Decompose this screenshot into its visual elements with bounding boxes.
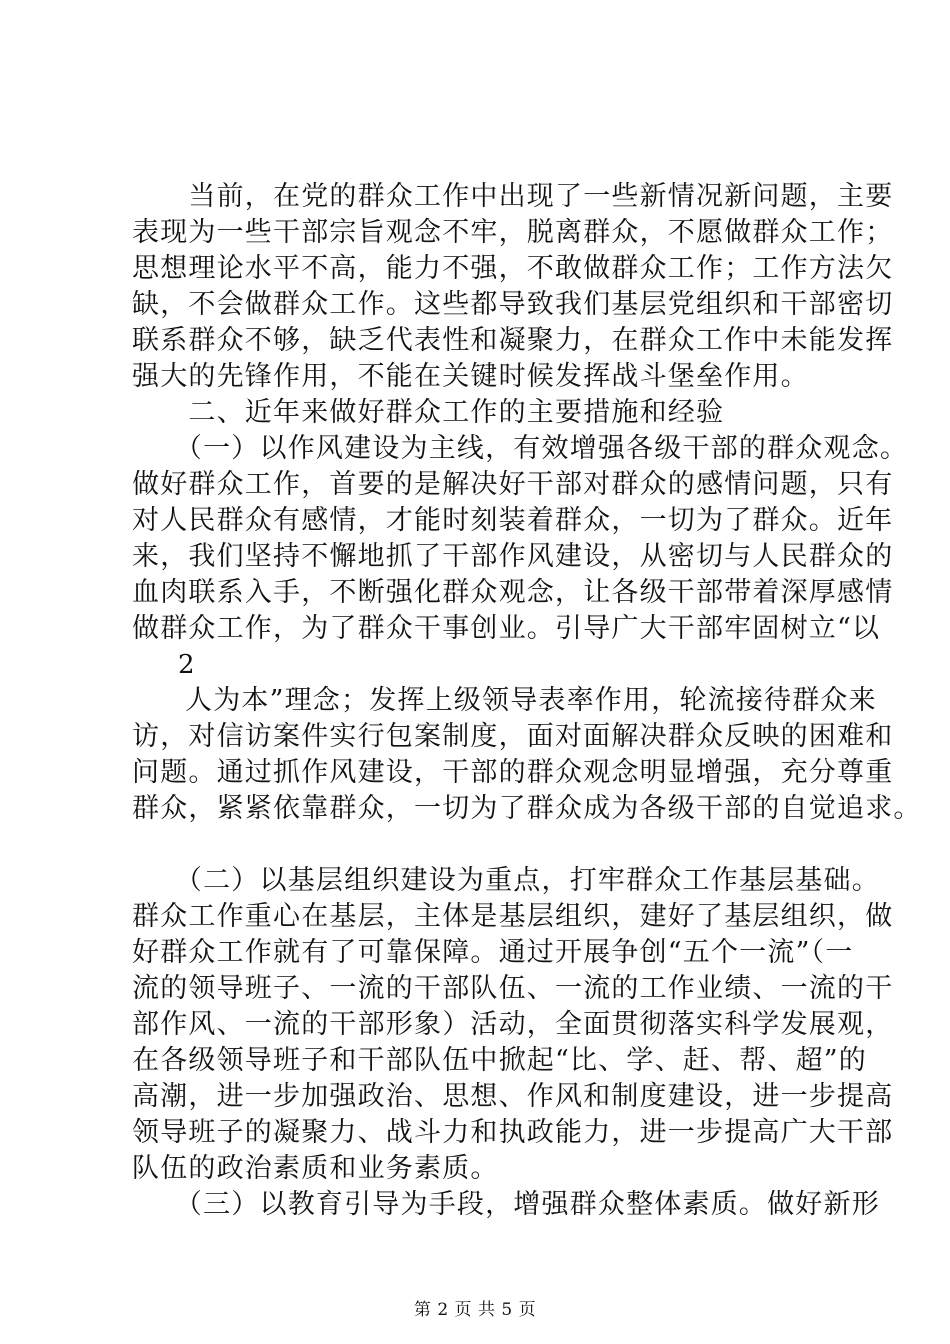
paragraph-line: 缺，不会做群众工作。这些都导致我们基层党组织和干部密切 [132, 289, 894, 320]
paragraph-line: 来，我们坚持不懈地抓了干部作风建设，从密切与人民群众的 [132, 541, 894, 572]
paragraph-line: 领导班子的凝聚力、战斗力和执政能力，进一步提高广大干部 [132, 1117, 894, 1148]
section-heading: 二、近年来做好群众工作的主要措施和经验 [132, 397, 725, 428]
paragraph-line: 在各级领导班子和干部队伍中掀起“比、学、赶、帮、超”的 [132, 1045, 868, 1076]
paragraph-line: （二）以基层组织建设为重点，打牢群众工作基层基础。 [132, 865, 880, 896]
page-footer: 第 2 页 共 5 页 [413, 1300, 537, 1320]
paragraph-line: 好群众工作就有了可靠保障。通过开展争创“五个一流”（一 [132, 937, 854, 968]
page-break-marker: 2 [178, 650, 195, 680]
paragraph-line: 队伍的政治素质和业务素质。 [132, 1153, 499, 1184]
paragraph-line: （一）以作风建设为主线，有效增强各级干部的群众观念。 [132, 433, 909, 464]
paragraph-line: 高潮，进一步加强政治、思想、作风和制度建设，进一步提高 [132, 1081, 894, 1112]
paragraph-line: 血肉联系入手，不断强化群众观念，让各级干部带着深厚感情 [132, 577, 894, 608]
paragraph-line: 做群众工作，为了群众干事创业。引导广大干部牢固树立“以 [132, 613, 881, 644]
paragraph-line: 强大的先锋作用，不能在关键时候发挥战斗堡垒作用。 [132, 361, 809, 392]
paragraph-line: 问题。通过抓作风建设，干部的群众观念明显增强，充分尊重 [132, 757, 894, 788]
paragraph-line: 群众，紧紧依靠群众，一切为了群众成为各级干部的自觉追求。 [132, 793, 922, 824]
paragraph-line: 做好群众工作，首要的是解决好干部对群众的感情问题，只有 [132, 469, 894, 500]
paragraph-line: 部作风、一流的干部形象）活动，全面贯彻落实科学发展观， [132, 1009, 894, 1040]
paragraph-line: 表现为一些干部宗旨观念不牢，脱离群众，不愿做群众工作； [132, 217, 894, 248]
paragraph-line: 访，对信访案件实行包案制度，面对面解决群众反映的困难和 [132, 721, 894, 752]
paragraph-line: 流的领导班子、一流的干部队伍、一流的工作业绩、一流的干 [132, 973, 894, 1004]
paragraph-line: 群众工作重心在基层，主体是基层组织，建好了基层组织，做 [132, 901, 894, 932]
paragraph-line: 思想理论水平不高，能力不强，不敢做群众工作；工作方法欠 [132, 253, 894, 284]
paragraph-line: 当前，在党的群众工作中出现了一些新情况新问题，主要 [132, 181, 894, 212]
paragraph-line: 联系群众不够，缺乏代表性和凝聚力，在群众工作中未能发挥 [132, 325, 894, 356]
paragraph-line: （三）以教育引导为手段，增强群众整体素质。做好新形 [132, 1189, 880, 1220]
paragraph-line: 对人民群众有感情，才能时刻装着群众，一切为了群众。近年 [132, 505, 894, 536]
paragraph-line: 人为本”理念；发挥上级领导表率作用，轮流接待群众来 [185, 685, 877, 716]
